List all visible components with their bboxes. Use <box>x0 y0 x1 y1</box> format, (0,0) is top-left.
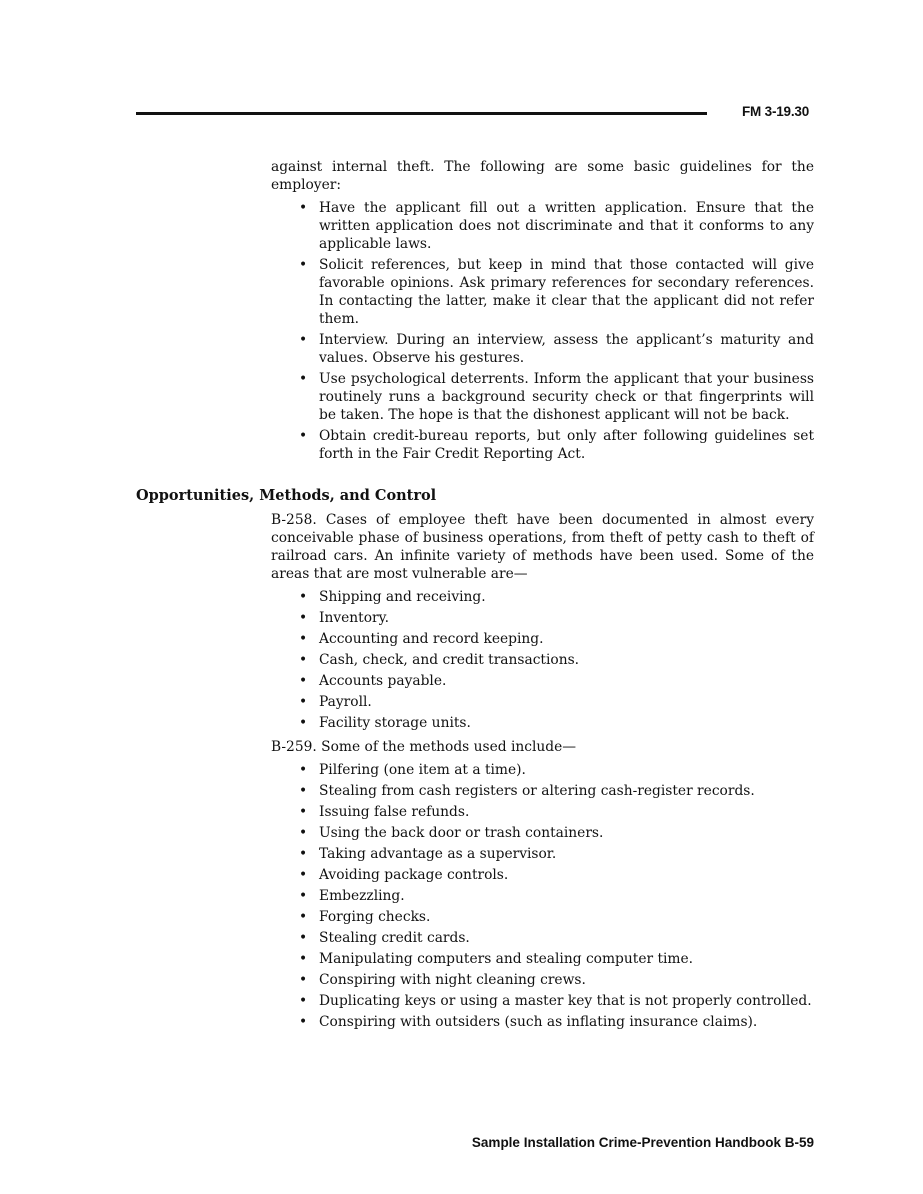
list-item: • Manipulating computers and stealing computer time. <box>319 950 814 968</box>
guidelines-list <box>271 199 814 463</box>
list-item: • Inventory. <box>319 609 814 627</box>
list-item: • Use psychological deterrents. Inform the applicant that your business routinely runs a background security check or that fingerprints will be taken. The hope is that the dishonest applicant will not be back. <box>319 370 814 424</box>
list-item: • Forging checks. <box>319 908 814 926</box>
vulnerable-areas-list <box>271 588 814 732</box>
list-item: • Conspiring with night cleaning crews. <box>319 971 814 989</box>
list-item: • Stealing credit cards. <box>319 929 814 947</box>
methods-list <box>271 761 814 1031</box>
list-item: • Accounts payable. <box>319 672 814 690</box>
document-code: FM 3-19.30 <box>742 104 810 119</box>
list-item: • Interview. During an interview, assess the applicant’s maturity and values. Observe his gestures. <box>319 331 814 367</box>
list-item: • Taking advantage as a supervisor. <box>319 845 814 863</box>
list-item: • Embezzling. <box>319 887 814 905</box>
list-item: • Duplicating keys or using a master key that is not properly controlled. <box>319 992 814 1010</box>
list-item: • Solicit references, but keep in mind that those contacted will give favorable opinions. Ask primary references for secondary references. In contacting the latter, make it clear that the applicant did not refer them. <box>319 256 814 328</box>
list-item: • Facility storage units. <box>319 714 814 732</box>
list-item: • Pilfering (one item at a time). <box>319 761 814 779</box>
list-item: • Payroll. <box>319 693 814 711</box>
page-footer: Sample Installation Crime-Prevention Handbook B-59 <box>471 1135 814 1150</box>
list-item: • Accounting and record keeping. <box>319 630 814 648</box>
page-content <box>271 158 814 1037</box>
list-item: • Obtain credit-bureau reports, but only after following guidelines set forth in the Fair Credit Reporting Act. <box>319 427 814 463</box>
section-heading: Opportunities, Methods, and Control <box>136 487 437 504</box>
list-item: • Using the back door or trash containers. <box>319 824 814 842</box>
paragraph-b259: B-259. Some of the methods used include— <box>271 739 577 755</box>
list-item: • Conspiring with outsiders (such as inflating insurance claims). <box>319 1013 814 1031</box>
list-item: • Cash, check, and credit transactions. <box>319 651 814 669</box>
paragraph-b258: B-258. Cases of employee theft have been documented in almost every conceivable phase of business operations, from theft of petty cash to theft of railroad cars. An infinite variety of methods have been used. Some of the areas that are most vulnerable are— <box>271 512 814 582</box>
list-item: • Stealing from cash registers or altering cash-register records. <box>319 782 814 800</box>
list-item: • Avoiding package controls. <box>319 866 814 884</box>
list-item: • Have the applicant fill out a written application. Ensure that the written application does not discriminate and that it conforms to any applicable laws. <box>319 199 814 253</box>
header-rule <box>136 112 707 115</box>
intro-paragraph: against internal theft. The following are some basic guidelines for the employer: <box>271 159 814 193</box>
list-item: • Issuing false refunds. <box>319 803 814 821</box>
list-item: • Shipping and receiving. <box>319 588 814 606</box>
